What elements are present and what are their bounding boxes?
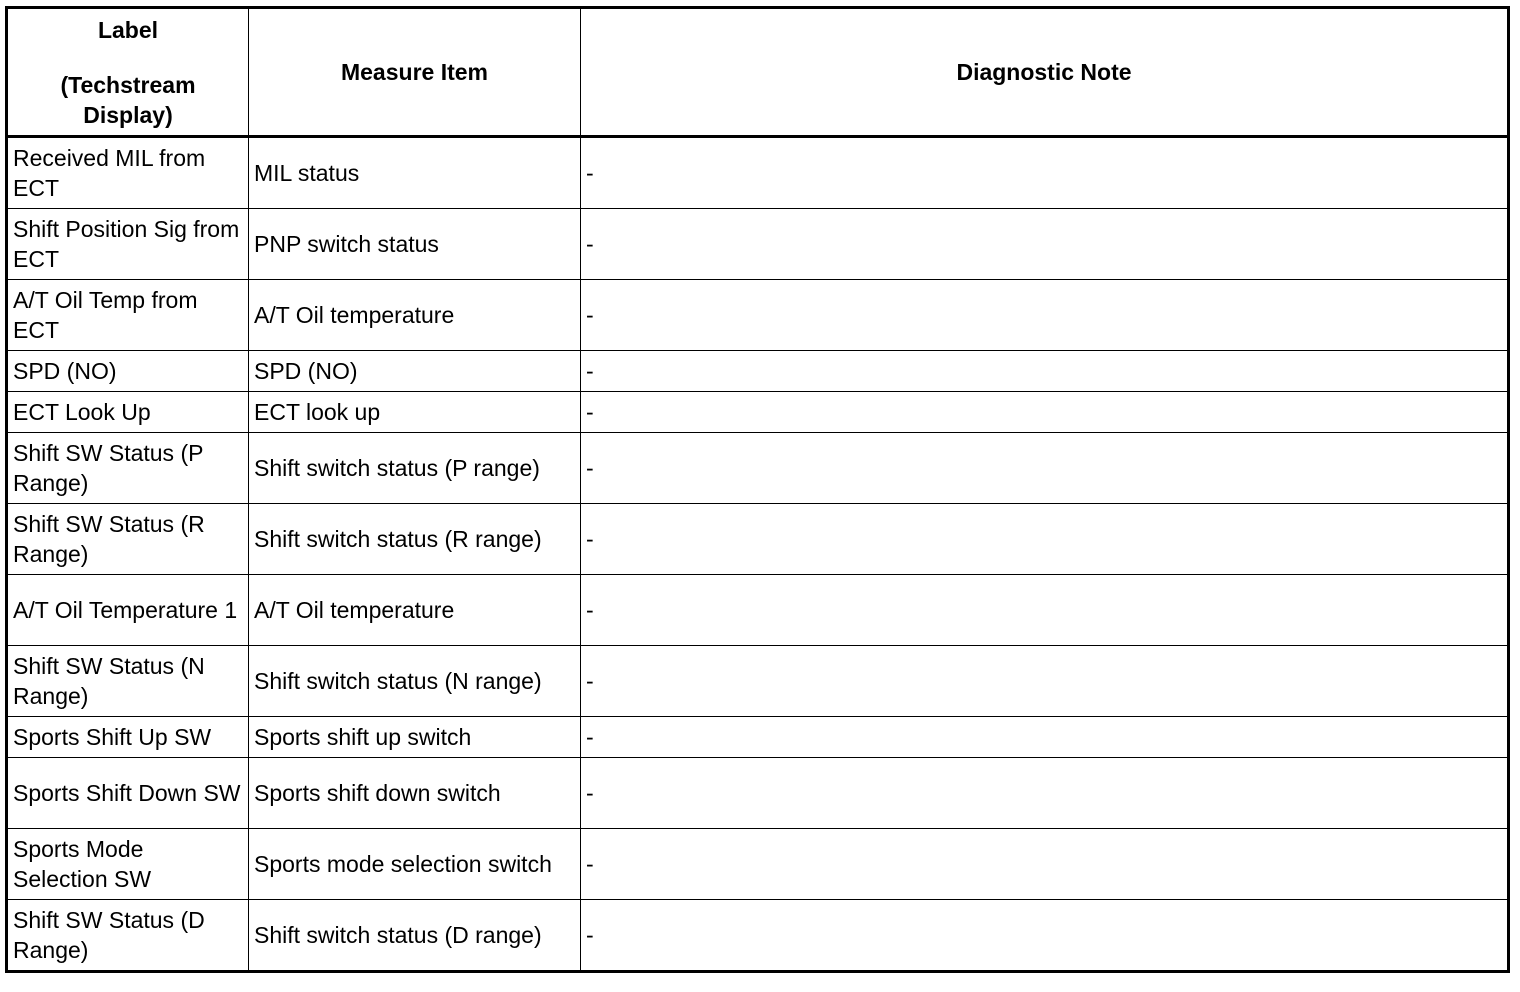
label-cell: SPD (NO) bbox=[7, 351, 249, 392]
table-row bbox=[7, 209, 1509, 280]
note-cell: - bbox=[581, 433, 1509, 504]
label-cell: Shift SW Status (D Range) bbox=[7, 900, 249, 972]
label-cell: Shift SW Status (R Range) bbox=[7, 504, 249, 575]
note-cell: - bbox=[581, 717, 1509, 758]
note-cell: - bbox=[581, 646, 1509, 717]
measure-cell: Shift switch status (P range) bbox=[249, 433, 581, 504]
label-cell: Received MIL from ECT bbox=[7, 137, 249, 209]
table-row bbox=[7, 758, 1509, 829]
header-label-title: Label bbox=[97, 16, 159, 43]
label-cell: A/T Oil Temp from ECT bbox=[7, 280, 249, 351]
measure-cell: A/T Oil temperature bbox=[249, 280, 581, 351]
measure-cell: Shift switch status (N range) bbox=[249, 646, 581, 717]
label-cell: Shift SW Status (N Range) bbox=[7, 646, 249, 717]
note-cell: - bbox=[581, 504, 1509, 575]
table-row bbox=[7, 900, 1509, 972]
note-cell: - bbox=[581, 209, 1509, 280]
header-label bbox=[7, 8, 249, 137]
label-cell: A/T Oil Temperature 1 bbox=[7, 575, 249, 646]
header-label-subtitle-2: Display) bbox=[83, 101, 173, 128]
measure-cell: SPD (NO) bbox=[249, 351, 581, 392]
label-cell: Sports Shift Down SW bbox=[7, 758, 249, 829]
measure-cell: Shift switch status (D range) bbox=[249, 900, 581, 972]
note-cell: - bbox=[581, 575, 1509, 646]
label-cell: Shift SW Status (P Range) bbox=[7, 433, 249, 504]
data-list-table bbox=[5, 6, 1510, 973]
table-row bbox=[7, 717, 1509, 758]
measure-cell: ECT look up bbox=[249, 392, 581, 433]
label-cell: Shift Position Sig from ECT bbox=[7, 209, 249, 280]
note-cell: - bbox=[581, 351, 1509, 392]
note-cell: - bbox=[581, 280, 1509, 351]
table-row bbox=[7, 504, 1509, 575]
note-cell: - bbox=[581, 137, 1509, 209]
table-row bbox=[7, 280, 1509, 351]
measure-cell: A/T Oil temperature bbox=[249, 575, 581, 646]
header-row bbox=[7, 8, 1509, 137]
measure-cell: Sports shift down switch bbox=[249, 758, 581, 829]
label-cell: Sports Shift Up SW bbox=[7, 717, 249, 758]
note-cell: - bbox=[581, 392, 1509, 433]
measure-cell: Sports shift up switch bbox=[249, 717, 581, 758]
label-cell: ECT Look Up bbox=[7, 392, 249, 433]
table-row bbox=[7, 829, 1509, 900]
measure-cell: Shift switch status (R range) bbox=[249, 504, 581, 575]
table-row bbox=[7, 646, 1509, 717]
table-row bbox=[7, 137, 1509, 209]
table-row bbox=[7, 351, 1509, 392]
measure-cell: PNP switch status bbox=[249, 209, 581, 280]
table-row bbox=[7, 575, 1509, 646]
measure-cell: MIL status bbox=[249, 137, 581, 209]
measure-cell: Sports mode selection switch bbox=[249, 829, 581, 900]
note-cell: - bbox=[581, 829, 1509, 900]
label-cell: Sports Mode Selection SW bbox=[7, 829, 249, 900]
table-row bbox=[7, 433, 1509, 504]
note-cell: - bbox=[581, 900, 1509, 972]
header-label-subtitle: (Techstream bbox=[60, 71, 196, 98]
header-measure-item: Measure Item bbox=[249, 8, 581, 137]
header-diagnostic-note: Diagnostic Note bbox=[581, 8, 1509, 137]
table-row bbox=[7, 392, 1509, 433]
note-cell: - bbox=[581, 758, 1509, 829]
